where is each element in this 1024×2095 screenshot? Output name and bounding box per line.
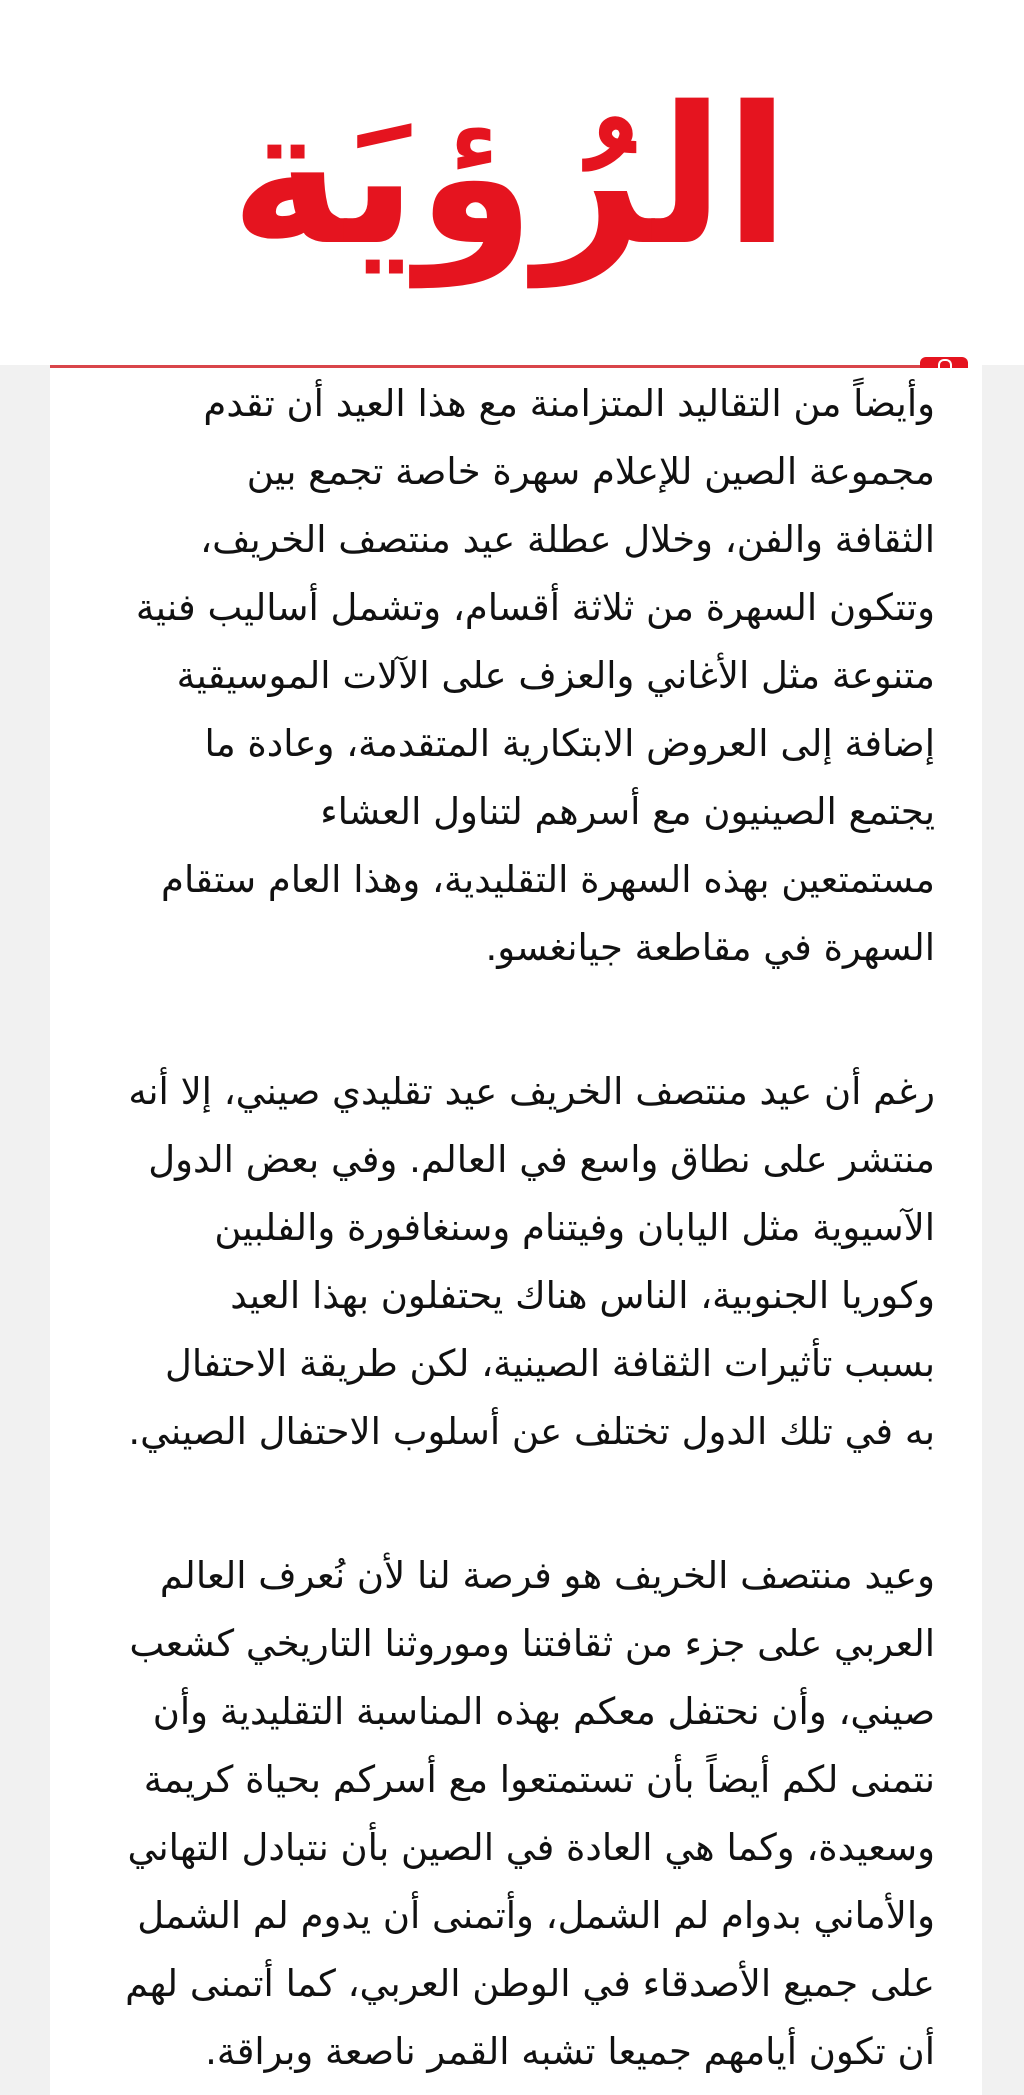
text-line: والأماني بدوام لم الشمل، وأتمنى أن يدوم لم الشمل [137,1894,935,1937]
text-line: وعيد منتصف الخريف هو فرصة لنا لأن نُعرف العالم [159,1554,935,1597]
text-line: السهرة في مقاطعة جيانغسو. [485,926,935,969]
bookmark-tab-icon [920,357,968,368]
paragraph-2 [100,1058,935,1466]
text-line: وسعيدة، وكما هي العادة في الصين بأن نتبادل التهاني [127,1826,935,1869]
text-line: على جميع الأصدقاء في الوطن العربي، كما أتمنى لهم [125,1962,935,2005]
text-line: الآسيوية مثل اليابان وفيتنام وسنغافورة والفلبين [214,1206,935,1249]
text-line: رغم أن عيد منتصف الخريف عيد تقليدي صيني، إلا أنه [128,1070,935,1113]
site-header [0,0,1024,365]
paragraph-spacer [100,1466,935,1542]
paragraph-spacer [100,982,935,1058]
text-line: وتتكون السهرة من ثلاثة أقسام، وتشمل أساليب فنية [135,586,935,629]
text-line: منتشر على نطاق واسع في العالم. وفي بعض الدول [148,1138,935,1181]
article-body [100,370,935,2086]
text-line: يجتمع الصينيون مع أسرهم لتناول العشاء [320,790,935,833]
text-line: وأيضاً من التقاليد المتزامنة مع هذا العيد أن تقدم [203,382,935,425]
paragraph-1 [100,370,935,982]
text-line: به في تلك الدول تختلف عن أسلوب الاحتفال الصيني. [128,1410,935,1453]
logo-wordmark: الرُؤيَة [230,66,790,287]
text-line: أن تكون أيامهم جميعا تشبه القمر ناصعة وبراقة. [205,2030,935,2073]
text-line: متنوعة مثل الأغاني والعزف على الآلات الموسيقية [176,654,935,697]
text-line: مجموعة الصين للإعلام سهرة خاصة تجمع بين [246,450,935,493]
text-line: وكوريا الجنوبية، الناس هناك يحتفلون بهذا العيد [230,1274,935,1317]
text-line: الثقافة والفن، وخلال عطلة عيد منتصف الخريف، [200,518,935,561]
text-line: بسبب تأثيرات الثقافة الصينية، لكن طريقة الاحتفال [165,1342,935,1385]
text-line: نتمنى لكم أيضاً بأن تستمتعوا مع أسركم بحياة كريمة [143,1758,935,1801]
header-divider [50,365,968,368]
text-line: مستمتعين بهذه السهرة التقليدية، وهذا العام ستقام [161,858,935,901]
text-line: إضافة إلى العروض الابتكارية المتقدمة، وعادة ما [204,722,935,765]
site-logo[interactable] [230,42,790,312]
text-line: صيني، وأن نحتفل معكم بهذه المناسبة التقليدية وأن [152,1690,935,1733]
paragraph-3 [100,1542,935,2086]
text-line: العربي على جزء من ثقافتنا وموروثنا التاريخي كشعب [129,1622,935,1665]
